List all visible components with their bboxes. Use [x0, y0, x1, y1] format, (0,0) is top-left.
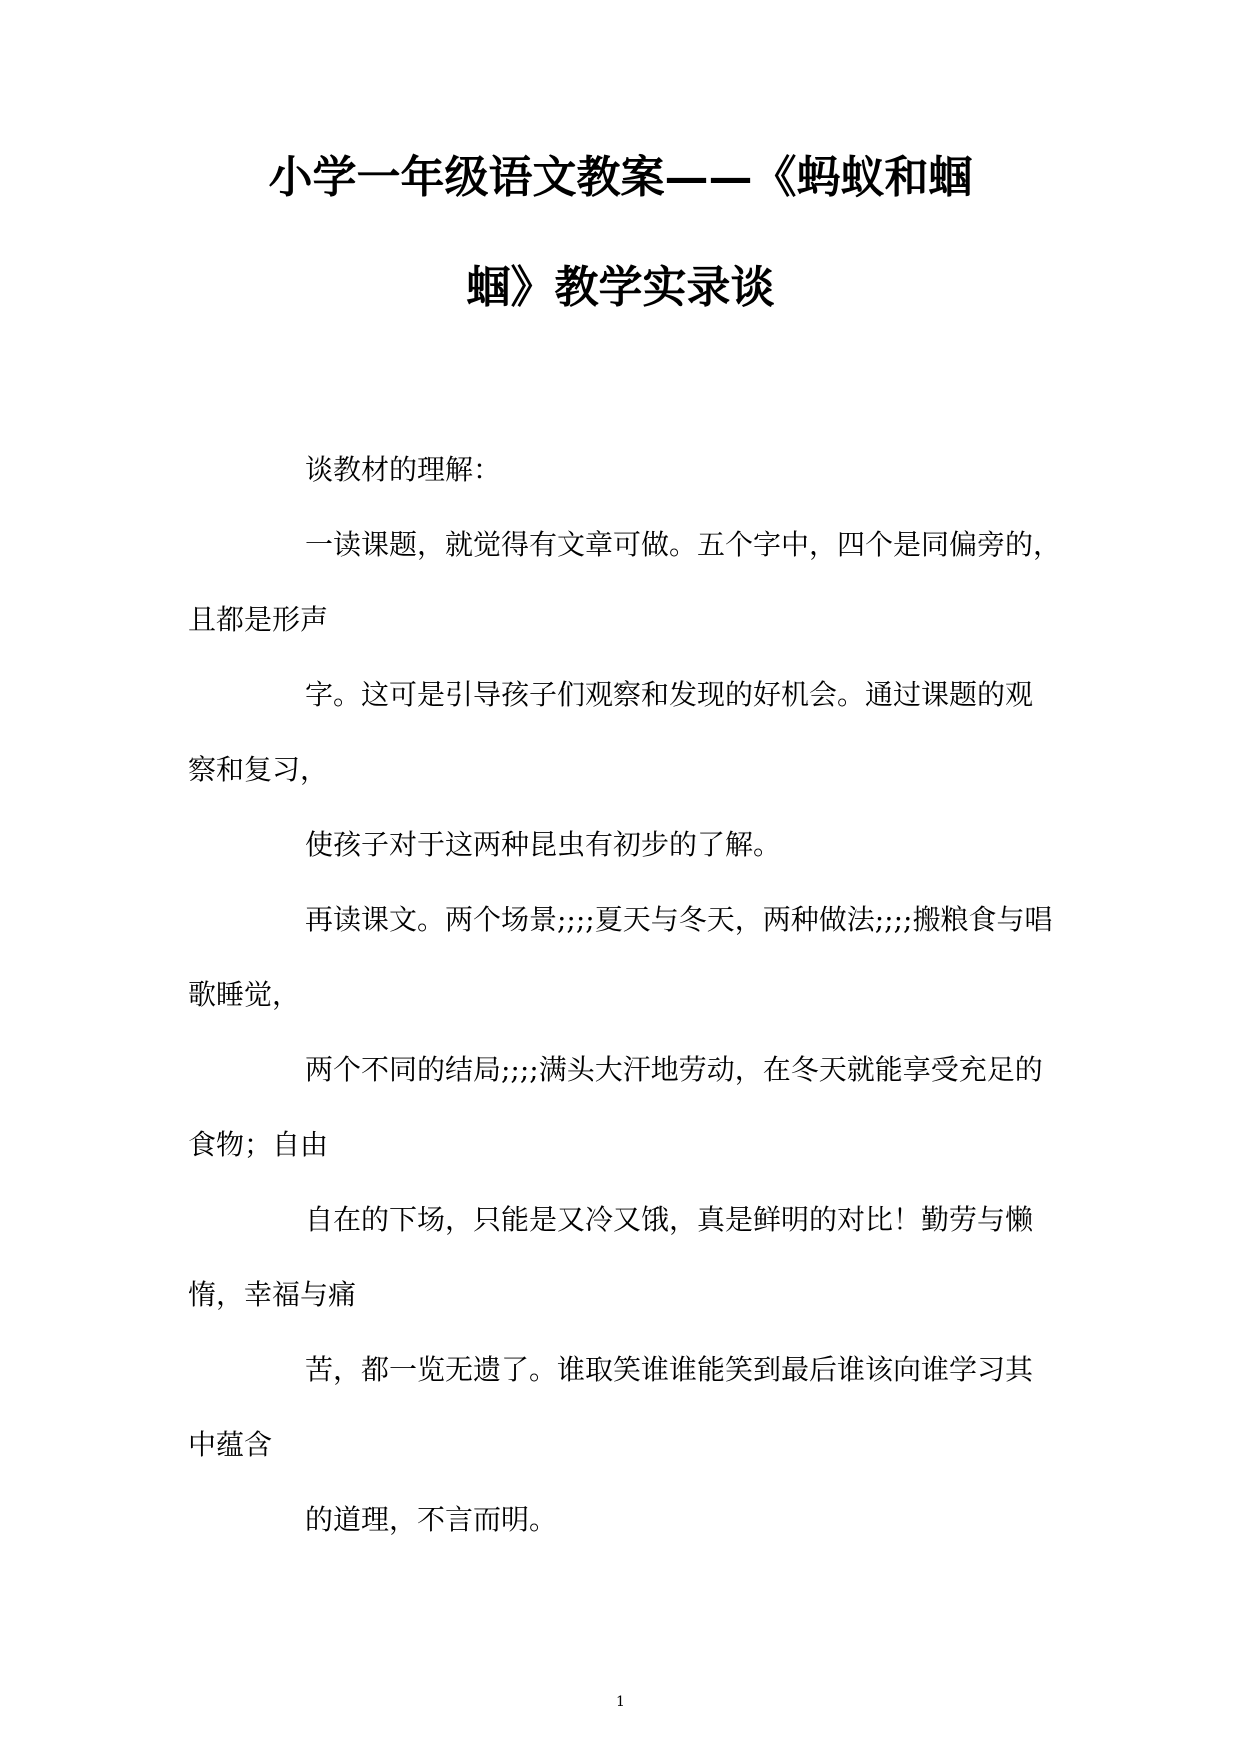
- document-title-line-2: 蝈》教学实录谈: [466, 262, 775, 313]
- paragraph-line: 苦，都一览无遗了。谁取笑谁谁能笑到最后谁该向谁学习其: [305, 1353, 1034, 1386]
- paragraph-line: 察和复习，: [188, 753, 329, 786]
- paragraph-line: 食物；自由: [188, 1128, 329, 1161]
- paragraph-line: 中蕴含: [188, 1428, 273, 1461]
- paragraph-line: 使孩子对于这两种昆虫有初步的了解。: [305, 828, 782, 861]
- paragraph-line: 的道理，不言而明。: [305, 1503, 558, 1536]
- section-heading: 谈教材的理解：: [305, 453, 502, 486]
- page-number: 1: [616, 1694, 625, 1710]
- paragraph-line: 再读课文。两个场景;;;;夏天与冬天，两种做法;;;;搬粮食与唱: [305, 903, 1053, 936]
- document-title-line-1: 小学一年级语文教案——《蚂蚁和蝈: [268, 152, 973, 203]
- paragraph-line: 两个不同的结局;;;;满头大汗地劳动，在冬天就能享受充足的: [305, 1053, 1043, 1086]
- paragraph-line: 自在的下场，只能是又冷又饿，真是鲜明的对比！勤劳与懒: [305, 1203, 1034, 1236]
- paragraph-line: 歌睡觉，: [188, 978, 301, 1011]
- paragraph-line: 且都是形声: [188, 603, 329, 636]
- paragraph-line: 字。这可是引导孩子们观察和发现的好机会。通过课题的观: [305, 678, 1034, 711]
- paragraph-line: 惰，幸福与痛: [188, 1278, 357, 1311]
- paragraph-line: 一读课题，就觉得有文章可做。五个字中，四个是同偏旁的，: [305, 528, 1062, 561]
